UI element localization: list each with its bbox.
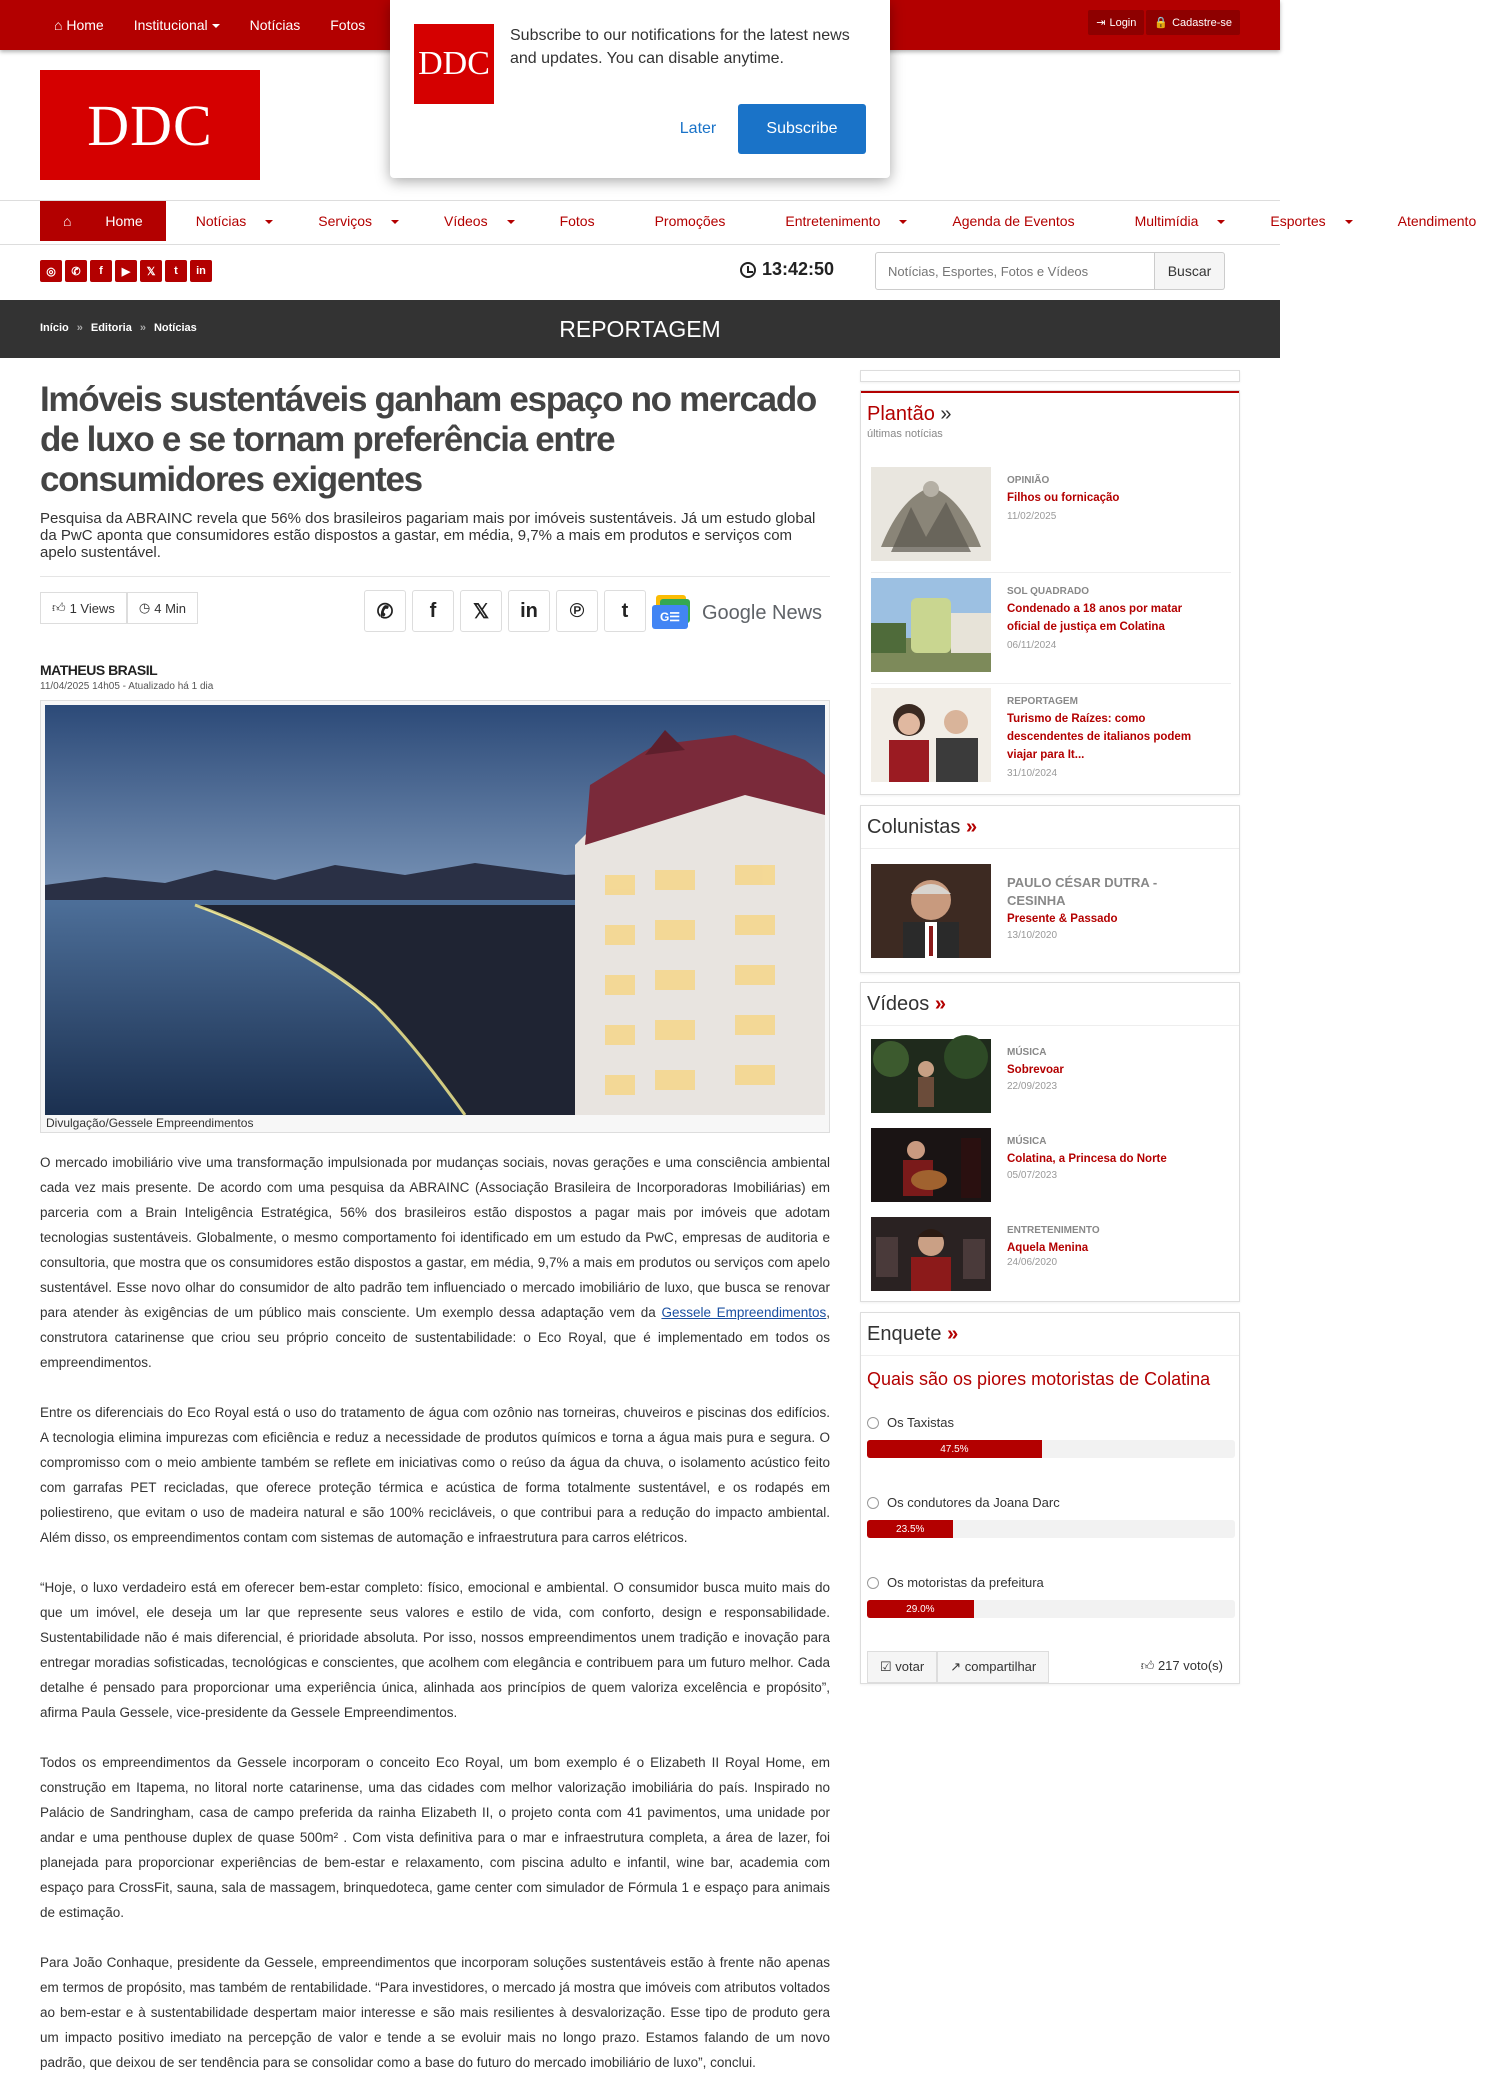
chevron-down-icon: [899, 220, 907, 224]
video-category: MÚSICA: [1007, 1136, 1047, 1147]
search-input[interactable]: [875, 252, 1155, 290]
breadcrumb-item[interactable]: Editoria: [90, 322, 132, 334]
news-date: 31/10/2024: [1007, 768, 1058, 779]
chevron-right-icon: »: [76, 322, 83, 334]
search-button[interactable]: Buscar: [1155, 252, 1225, 290]
chevron-down-icon: [1217, 220, 1225, 224]
article: [40, 370, 830, 2070]
google-news-link[interactable]: G☰ Google News: [650, 592, 822, 634]
poll-option[interactable]: [867, 1495, 1237, 1538]
author-name[interactable]: MATHEUS BRASIL: [40, 662, 158, 678]
article-paragraph: Todos os empreendimentos da Gessele incorporam o conceito Eco Royal, um bom exemplo é o Elizabeth II Royal Home, em construção em Itapema, no litoral norte catarinense, uma das cidades com melhor valorização imobiliária do país. Inspirado no Palácio de Sandringham, casa de campo preferida da rainha Elizabeth II, o projeto conta com 41 pavimentos, uma unidade por andar e uma penthouse duplex de quase 500m² . Com vista definitiva para o mar e infraestrutura completa, a área de lazer, foi planejada para proporcionar experiências de bem-estar e relaxamento, com piscina adulto e infantil, wine bar, academia com espaço para CrossFit, sauna, sala de massagem, brinquedoteca, game center com simulador de Fórmula 1 e espaço para animais de estimação.: [40, 1755, 830, 1920]
main-nav-item[interactable]: Multimídia: [1105, 213, 1241, 229]
social-links: [40, 260, 212, 282]
divider: [871, 572, 1231, 573]
main-nav-item[interactable]: Atendimento: [1397, 213, 1477, 229]
login-button[interactable]: ⇥ Login: [1088, 10, 1144, 35]
video-item[interactable]: [871, 1217, 1231, 1295]
instagram-icon[interactable]: ◎: [40, 260, 62, 282]
article-lead: Pesquisa da ABRAINC revela que 56% dos brasileiros pagariam mais por imóveis sustentáveis. Já um estudo global da PwC aponta que consumidores estão dispostos a gastar, em média, 9,7% a mais em produtos e serviços com apelo sustentável.: [40, 510, 816, 561]
later-button[interactable]: Later: [679, 120, 717, 137]
divider: [0, 244, 1280, 245]
plantao-title[interactable]: Plantão »: [867, 403, 952, 425]
news-category: OPINIÃO: [1007, 475, 1050, 486]
poll-bar-fill: 29.0%: [867, 1600, 974, 1618]
video-item[interactable]: [871, 1039, 1231, 1117]
poll-actions: [867, 1651, 1049, 1683]
vote-count: 👍︎ 217 voto(s): [1140, 1658, 1223, 1673]
videos-panel: [860, 982, 1240, 1302]
poll-option[interactable]: [867, 1415, 1237, 1458]
whatsapp-icon[interactable]: ✆: [65, 260, 87, 282]
check-icon: ☑: [880, 1659, 892, 1674]
facebook-icon[interactable]: f: [90, 260, 112, 282]
share-poll-button[interactable]: ↗ compartilhar: [937, 1651, 1049, 1683]
views-badge: 👍︎ 1 Views: [40, 592, 127, 624]
divider: [40, 576, 830, 577]
news-category: SOL QUADRADO: [1007, 586, 1090, 597]
news-thumbnail: [871, 688, 991, 782]
login-icon: ⇥: [1096, 17, 1106, 29]
home-icon: ⌂: [63, 213, 72, 229]
article-paragraph: Entre os diferenciais do Eco Royal está o uso do tratamento de água com ozônio nas torneiras, chuveiros e piscinas dos edifícios. A tecnologia elimina impurezas com eficiência e reduz a necessidade de produtos químicos e torna a água mais pura e segura. O compromisso com o meio ambiente também se reflete em iniciativas como o reúso da água da chuva, o isolamento acústico feito com garrafas PET recicladas, que oferece proteção térmica e acústica de forma totalmente sustentável, e os rodapés em poliestireno, que evitam o uso de madeira natural e são 100% recicláveis, o que contribui para a redução do impacto ambiental. Além disso, os empreendimentos contam com sistemas de automação e infraestrutura para carros elétricos.: [40, 1405, 830, 1545]
notification-popup: [390, 0, 890, 178]
share-icon: ↗: [950, 1659, 962, 1674]
poll-bar: [867, 1600, 1235, 1618]
x-icon[interactable]: 𝕏: [140, 260, 162, 282]
column-date: 13/10/2020: [1007, 930, 1058, 941]
video-category: ENTRETENIMENTO: [1007, 1225, 1100, 1236]
video-title[interactable]: Colatina, a Princesa do Norte: [1007, 1153, 1167, 1165]
lock-icon: 🔒: [1154, 17, 1169, 29]
site-logo[interactable]: DDC: [40, 70, 260, 180]
thumbs-up-icon: 👍︎: [1140, 1658, 1155, 1673]
clock-icon: [740, 262, 756, 278]
news-thumbnail: [871, 578, 991, 672]
article-title: Imóveis sustentáveis ganham espaço no mercado de luxo e se tornam preferência entre consumidores exigentes: [40, 380, 816, 499]
news-item[interactable]: [871, 467, 1231, 567]
news-thumbnail: [871, 467, 991, 561]
thumbs-up-icon: 👍︎: [52, 600, 66, 615]
poll-bar: [867, 1440, 1235, 1458]
clock-icon: ◷: [138, 600, 151, 615]
video-category: MÚSICA: [1007, 1047, 1047, 1058]
news-item[interactable]: [871, 578, 1231, 678]
poll-bar-fill: 23.5%: [867, 1520, 953, 1538]
vote-button[interactable]: ☑ votar: [867, 1651, 937, 1683]
breadcrumb-item[interactable]: Notícias: [153, 322, 197, 334]
poll-bar-fill: 47.5%: [867, 1440, 1042, 1458]
top-nav-fotos[interactable]: Fotos: [330, 17, 366, 33]
article-paragraph: “Hoje, o luxo verdadeiro está em oferecer bem-estar completo: físico, emocional e ambiental. O consumidor busca muito mais do que um imóvel, ele deseja um lar que represente seus valores e estilo de vida, com conforto, design e responsabilidade. Sustentabilidade não é mais diferencial, é prioridade absoluta. Por isso, nossos empreendimentos unem tradição e inovação para entregar moradias sofisticadas, tecnológicas e conscientes, que acolhem com elegância e contribuem para um futuro melhor. Cada detalhe é pensado para proporcionar uma experiência única, alinhada aos princípios de quem valoriza excelência e propósito”, afirma Paula Gessele, vice-presidente da Gessele Empreendimentos.: [40, 1580, 830, 1720]
breadcrumb-item[interactable]: Início: [40, 322, 69, 334]
main-nav-item[interactable]: Notícias: [166, 213, 289, 229]
video-date: 05/07/2023: [1007, 1170, 1058, 1181]
poll-panel: [860, 1312, 1240, 1684]
news-title[interactable]: Turismo de Raízes: como descendentes de italianos podem viajar para It...: [1007, 713, 1192, 761]
article-photo: [40, 700, 830, 1133]
radio-button[interactable]: [867, 1497, 879, 1509]
google-news-icon: G☰: [650, 593, 694, 633]
building-illustration: [45, 705, 825, 1115]
columnist-item[interactable]: [871, 864, 1231, 964]
sidebar-stub: [860, 370, 1240, 382]
main-nav-item[interactable]: Entretenimento: [755, 213, 922, 229]
divider: [871, 683, 1231, 684]
tumblr-icon[interactable]: t: [165, 260, 187, 282]
main-nav: [40, 201, 1506, 241]
photo-caption: Divulgação/Gessele Empreendimentos: [46, 1116, 254, 1130]
chevron-down-icon: [391, 220, 399, 224]
news-title[interactable]: Filhos ou fornicação: [1007, 492, 1120, 504]
news-category: REPORTAGEM: [1007, 696, 1078, 707]
top-nav-home[interactable]: ⌂ Home: [54, 17, 104, 33]
video-date: 24/06/2020: [1007, 1257, 1058, 1268]
home-icon: ⌂: [54, 17, 63, 33]
article-paragraph: Para João Conhaque, presidente da Gessele, empreendimentos que incorporam soluções sustentáveis estão à frente não apenas em termos de propósito, mas também de rentabilidade. “Para investidores, o mercado já mostra que imóveis com atributos voltados ao bem-estar e à sustentabilidade despertam maior interesse e são mais resilientes à desvalorização. Esse tipo de produto gera um impacto positivo imediato na percepção de valor e tende a se evoluir mais no longo prazo. Estamos falando de um novo padrão, que deixou de ser tendência para se consolidar como a base do futuro do mercado imobiliário de luxo”, conclui.: [40, 1955, 830, 2070]
clock: 13:42:50: [740, 259, 834, 280]
top-nav: [54, 0, 405, 50]
tumblr-share-icon[interactable]: t: [604, 590, 646, 632]
chevron-down-icon: [507, 220, 515, 224]
subscribe-button[interactable]: Subscribe: [738, 104, 866, 154]
share-buttons: [364, 590, 646, 632]
main-nav-home[interactable]: ⌂ Home: [40, 201, 166, 241]
main-nav-item[interactable]: Serviços: [288, 213, 414, 229]
article-metrics: [40, 592, 198, 624]
top-nav-noticias[interactable]: Notícias: [249, 17, 301, 33]
video-thumbnail: [871, 1128, 991, 1202]
main-nav-item[interactable]: Vídeos: [414, 213, 530, 229]
colunistas-title[interactable]: Colunistas »: [867, 816, 978, 838]
auth-buttons: [1088, 10, 1240, 35]
linkedin-icon[interactable]: in: [190, 260, 212, 282]
plantao-panel: [860, 390, 1240, 795]
video-item[interactable]: [871, 1128, 1231, 1206]
popup-message: Subscribe to our notifications for the latest news and updates. You can disable anytime.: [510, 27, 850, 67]
videos-title[interactable]: Vídeos »: [867, 993, 946, 1015]
news-date: 06/11/2024: [1007, 640, 1057, 651]
gessele-link[interactable]: Gessele Empreendimentos: [661, 1305, 827, 1320]
video-thumbnail: [871, 1217, 991, 1291]
linkedin-share-icon[interactable]: in: [508, 590, 550, 632]
radio-button[interactable]: [867, 1417, 879, 1429]
plantao-subtitle: últimas notícias: [867, 428, 943, 440]
chevron-right-icon: »: [139, 322, 146, 334]
main-nav-item[interactable]: Promoções: [654, 213, 726, 229]
article-paragraph: O mercado imobiliário vive uma transformação impulsionada por mudanças sociais, novas gerações e uma consciência ambiental cada vez mais presente. De acordo com uma pesquisa da ABRAINC (Associação Brasileira de Incorporadoras Imobiliárias) em parceria com a Brain Inteligência Estratégica, 56% dos brasileiros estão dispostos a pagar mais por imóveis que adotam tecnologias sustentáveis. Globalmente, o mesmo comportamento foi identificado em um estudo da PwC, empresas de auditoria e consultoria, que mostra que os consumidores estão dispostos a gastar, em média, 9,7% a mais em produtos ou serviços com apelo sustentável. Esse novo olhar do consumidor de alto padrão tem influenciado o mercado imobiliário de luxo, que busca se renovar para atender às exigências de um público mais consciente. Um exemplo dessa adaptação vem da Gessele Empreendimentos, construtora catarinense que criou seu próprio conceito de sustentabilidade: o Eco Royal, que é implementado em todos os empreendimentos.: [40, 1155, 830, 1370]
x-share-icon[interactable]: 𝕏: [460, 590, 502, 632]
facebook-share-icon[interactable]: f: [412, 590, 454, 632]
popup-logo: DDC: [414, 24, 494, 104]
news-item[interactable]: [871, 688, 1231, 788]
poll-option-label: Os condutores da Joana Darc: [887, 1495, 1060, 1510]
main-nav-item[interactable]: Agenda de Eventos: [952, 213, 1075, 229]
article-body: [40, 1150, 830, 2100]
chevron-down-icon: [265, 220, 273, 224]
poll-title[interactable]: Enquete »: [867, 1323, 959, 1345]
publish-date: 11/04/2025 14h05 - Atualizado há 1 dia: [40, 681, 214, 692]
poll-option-label: Os motoristas da prefeitura: [887, 1575, 1044, 1590]
breadcrumb: [40, 322, 197, 334]
pinterest-share-icon[interactable]: ℗: [556, 590, 598, 632]
poll-question: Quais são os piores motoristas de Colatina: [867, 1369, 1211, 1389]
main-nav-item[interactable]: Esportes: [1240, 213, 1367, 229]
section-title: REPORTAGEM: [559, 316, 721, 342]
news-title[interactable]: Condenado a 18 anos por matar oficial de justiça em Colatina: [1007, 603, 1183, 633]
read-time-badge: ◷ 4 Min: [127, 592, 198, 624]
video-title[interactable]: Aquela Menina: [1007, 1242, 1089, 1254]
video-title[interactable]: Sobrevoar: [1007, 1064, 1064, 1076]
signup-button[interactable]: 🔒 Cadastre-se: [1146, 10, 1240, 35]
poll-option[interactable]: [867, 1575, 1237, 1618]
whatsapp-share-icon[interactable]: ✆: [364, 590, 406, 632]
columnist-photo: [871, 864, 991, 958]
chevron-down-icon: [1345, 220, 1353, 224]
youtube-icon[interactable]: ▶: [115, 260, 137, 282]
colunistas-panel: [860, 805, 1240, 973]
radio-button[interactable]: [867, 1577, 879, 1589]
main-nav-item[interactable]: Fotos: [559, 213, 595, 229]
news-date: 11/02/2025: [1007, 511, 1057, 522]
chevron-down-icon: [212, 24, 220, 28]
video-thumbnail: [871, 1039, 991, 1113]
column-title[interactable]: Presente & Passado: [1007, 913, 1118, 925]
video-date: 22/09/2023: [1007, 1081, 1058, 1092]
top-nav-institucional[interactable]: Institucional: [134, 17, 220, 33]
poll-option-label: Os Taxistas: [887, 1415, 954, 1430]
columnist-name[interactable]: PAULO CÉSAR DUTRA - CESINHA: [1007, 875, 1158, 908]
poll-bar: [867, 1520, 1235, 1538]
section-bar: [0, 300, 1280, 358]
